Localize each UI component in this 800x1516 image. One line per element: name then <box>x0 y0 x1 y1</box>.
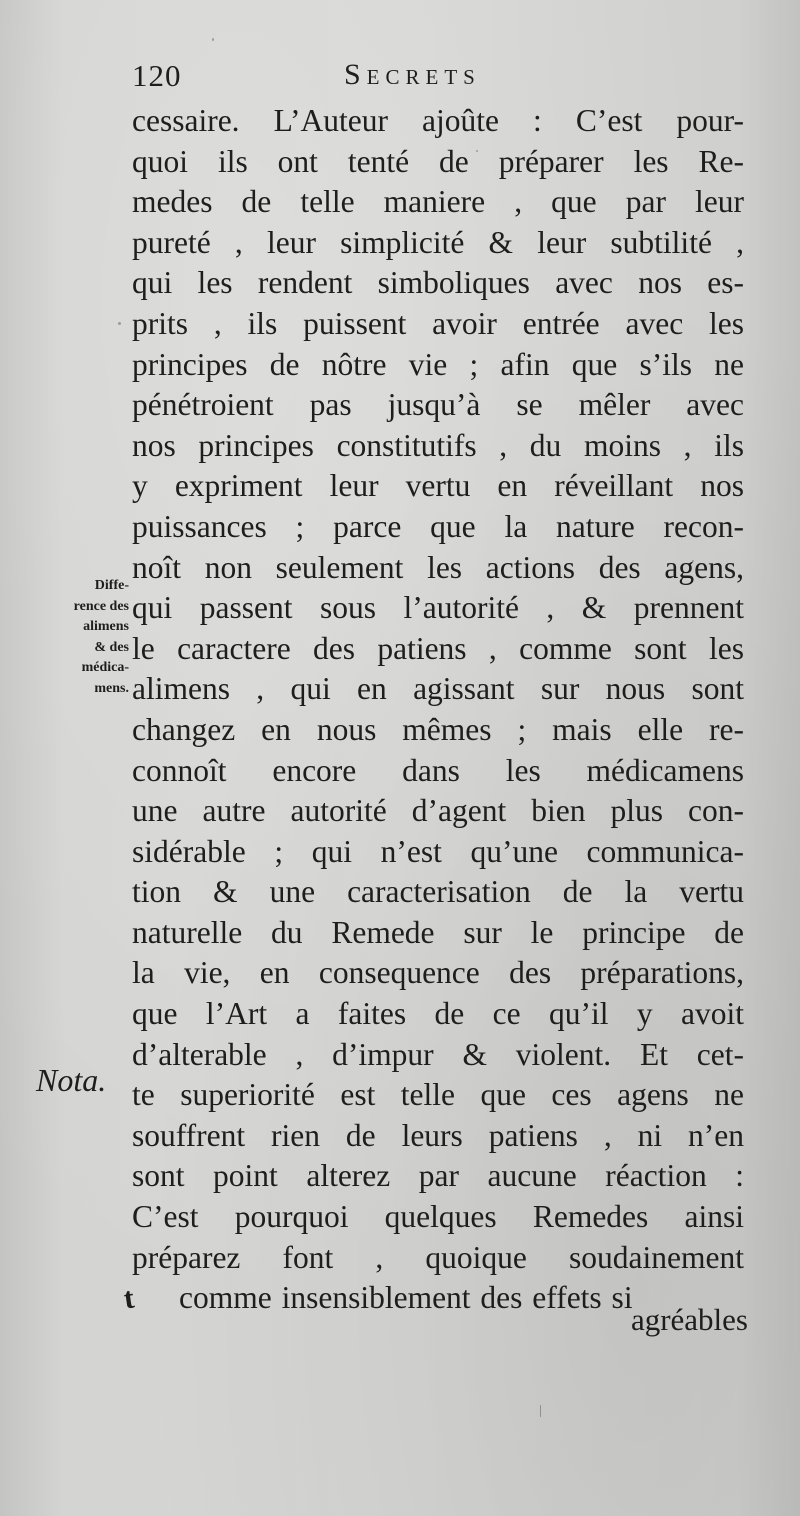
page-number: 120 <box>132 58 182 93</box>
text-line: qui les rendent simboliques avec nos es- <box>132 265 744 301</box>
nota-label: Nota. <box>36 1062 107 1098</box>
text-line: alimens , qui en agissant sur nous sont <box>132 671 744 707</box>
text-line: qui passent sous l’autorité , & prennent <box>132 590 744 626</box>
text-line: préparez font , quoique soudainement <box>132 1239 744 1275</box>
catchword: agréables <box>630 1302 748 1337</box>
text-line: puissances ; parce que la nature recon- <box>132 508 744 544</box>
margin-note <box>33 576 129 699</box>
text-line: souffrent rien de leurs patiens , ni n’en <box>132 1117 744 1153</box>
margin-note-line: alimens <box>83 619 129 634</box>
running-title: Secrets <box>344 58 481 91</box>
text-line: sidérable ; qui n’est qu’une communica- <box>132 833 744 869</box>
running-head <box>132 58 742 102</box>
margin-note-line: médica- <box>81 660 129 675</box>
text-line: la vie, en consequence des préparations, <box>132 955 744 991</box>
text-line: sont point alterez par aucune réaction : <box>132 1158 744 1194</box>
signature-mark: t <box>121 1281 137 1316</box>
text-line: changez en nous mêmes ; mais elle re- <box>132 711 744 747</box>
text-line: tion & une caracterisation de la vertu <box>132 874 744 910</box>
text-line: C’est pourquoi quelques Remedes ainsi <box>132 1199 744 1235</box>
text-line: connoît encore dans les médicamens <box>132 752 744 788</box>
text-line: te superiorité est telle que ces agens ne <box>132 1077 744 1113</box>
text-line: nos principes constitutifs , du moins , ils <box>132 427 744 463</box>
margin-note-line: Diffe- <box>94 578 129 593</box>
text-line: d’alterable , d’impur & violent. Et cet- <box>132 1036 744 1072</box>
text-line: medes de telle maniere , que par leur <box>132 184 744 220</box>
text-line: cessaire. L’Auteur ajoûte : C’est pour- <box>132 103 744 138</box>
text-line: quoi ils ont tenté de préparer les Re- <box>132 143 744 179</box>
text-line: naturelle du Remede sur le principe de <box>132 914 744 950</box>
margin-note-line: & des <box>94 639 129 655</box>
text-line: le caractere des patiens , comme sont les <box>132 630 744 666</box>
margin-note-line: rence des <box>73 598 129 614</box>
text-line: pénétroient pas jusqu’à se mêler avec <box>132 387 744 423</box>
text-line: principes de nôtre vie ; afin que s’ils ne <box>132 346 744 382</box>
text-line: prits , ils puissent avoir entrée avec les <box>132 305 744 341</box>
text-line: noît non seulement les actions des agens, <box>132 549 744 585</box>
margin-note-line: mens. <box>94 680 129 696</box>
text-line: y expriment leur vertu en réveillant nos <box>132 468 744 504</box>
text-line: que l’Art a faites de ce qu’il y avoit <box>132 996 744 1032</box>
text-line: comme insensiblement des effets si <box>179 1280 633 1316</box>
text-line: pureté , leur simplicité & leur subtilité , <box>132 224 744 260</box>
body-text <box>132 101 744 1319</box>
text-line: une autre autorité d’agent bien plus con- <box>132 793 744 829</box>
